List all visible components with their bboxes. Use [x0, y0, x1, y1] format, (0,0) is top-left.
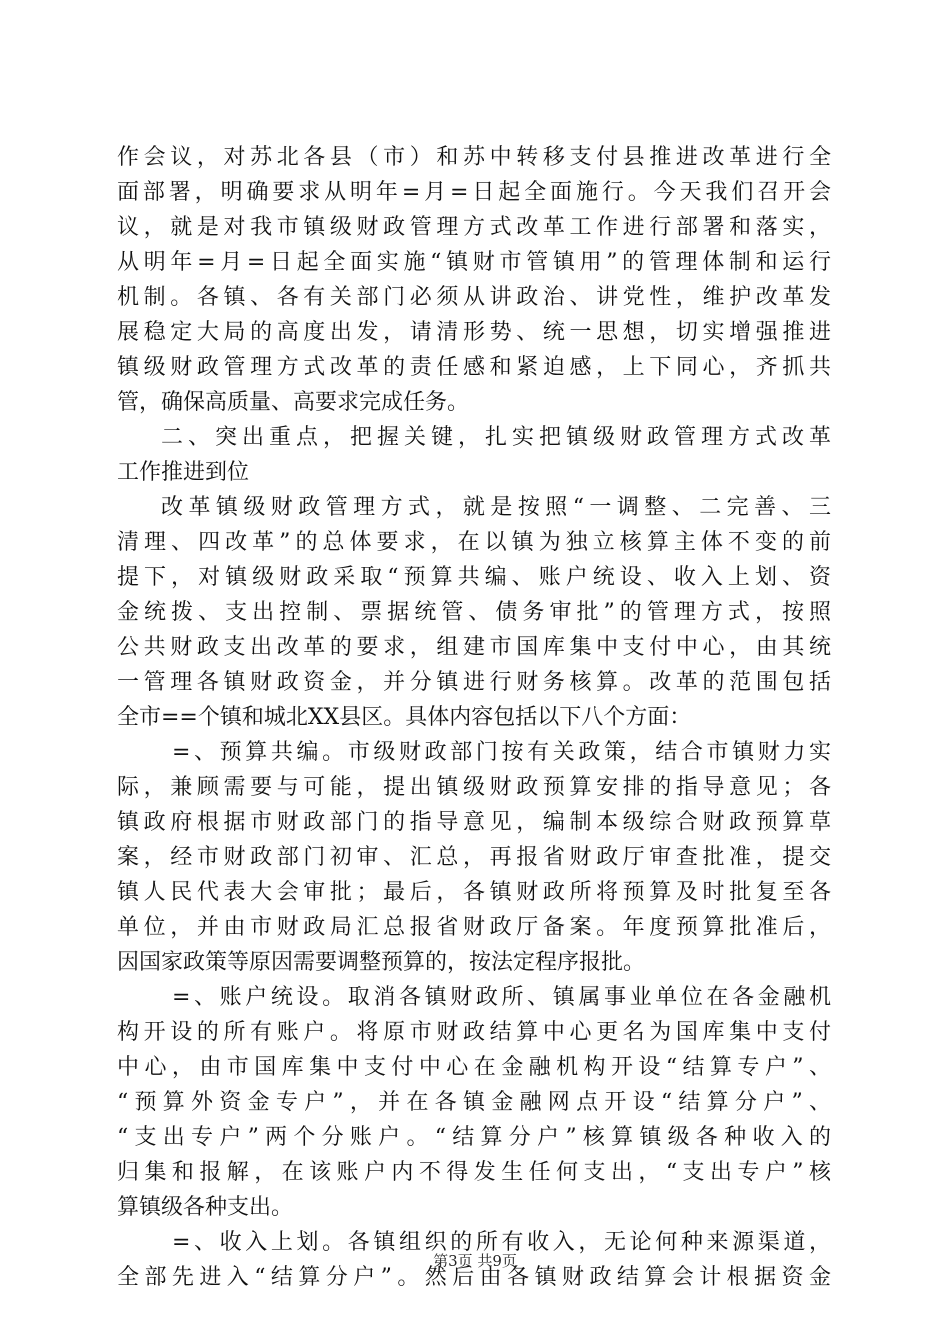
body-line: 镇政府根据市财政部门的指导意见，编制本级综合财政预算草 — [117, 810, 831, 835]
body-line: 清理、四改革”的总体要求，在以镇为独立核算主体不变的前 — [117, 530, 831, 555]
body-line: 公共财政支出改革的要求，组建市国库集中支付中心，由其统 — [117, 635, 831, 660]
section-heading-line: 二、突出重点，把握关键，扎实把镇级财政管理方式改革 — [161, 425, 831, 450]
body-line: =、账户统设。取消各镇财政所、镇属事业单位在各金融机 — [172, 985, 831, 1010]
body-line: 镇级财政管理方式改革的责任感和紧迫感，上下同心，齐抓共 — [117, 355, 831, 380]
body-line: 从明年=月=日起全面实施“镇财市管镇用”的管理体制和运行 — [117, 250, 831, 275]
body-line: 改革镇级财政管理方式，就是按照“一调整、二完善、三 — [161, 495, 831, 520]
page-number-footer: 第3页 共9页 — [433, 1252, 517, 1270]
body-line: 因国家政策等原因需要调整预算的，按法定程序报批。 — [117, 950, 646, 975]
section-heading-line: 工作推进到位 — [117, 460, 250, 485]
body-line: =、预算共编。市级财政部门按有关政策，结合市镇财力实 — [172, 740, 831, 765]
body-line: 镇人民代表大会审批；最后，各镇财政所将预算及时批复至各 — [117, 880, 831, 905]
body-line: 全市==个镇和城北XX县区。具体内容包括以下八个方面： — [117, 705, 692, 730]
body-line: 中心，由市国库集中支付中心在金融机构开设“结算专户”、 — [117, 1055, 831, 1080]
body-line: 构开设的所有账户。将原市财政结算中心更名为国库集中支付 — [117, 1020, 831, 1045]
body-line: 展稳定大局的高度出发，请清形势、统一思想，切实增强推进 — [117, 320, 831, 345]
body-line: 议，就是对我市镇级财政管理方式改革工作进行部署和落实， — [117, 215, 831, 240]
body-line: 提下，对镇级财政采取“预算共编、账户统设、收入上划、资 — [117, 565, 831, 590]
body-line: 一管理各镇财政资金，并分镇进行财务核算。改革的范围包括 — [117, 670, 831, 695]
body-line: 归集和报解，在该账户内不得发生任何支出，“支出专户”核 — [117, 1160, 831, 1185]
body-line: 全部先进入“结算分户”。然后由各镇财政结算会计根据资金 — [117, 1265, 831, 1290]
body-line: 案，经市财政部门初审、汇总，再报省财政厅审查批准，提交 — [117, 845, 831, 870]
body-line: 算镇级各种支出。 — [117, 1195, 294, 1220]
body-line: “预算外资金专户”，并在各镇金融网点开设“结算分户”、 — [117, 1090, 831, 1115]
body-line: 际，兼顾需要与可能，提出镇级财政预算安排的指导意见；各 — [117, 775, 831, 800]
body-line: 作会议，对苏北各县（市）和苏中转移支付县推进改革进行全 — [117, 145, 831, 170]
body-line: 金统拨、支出控制、票据统管、债务审批”的管理方式，按照 — [117, 600, 831, 625]
body-line: 单位，并由市财政局汇总报省财政厅备案。年度预算批准后， — [117, 915, 831, 940]
body-line: “支出专户”两个分账户。“结算分户”核算镇级各种收入的 — [117, 1125, 831, 1150]
document-body — [117, 140, 831, 1295]
body-line: =、收入上划。各镇组织的所有收入，无论何种来源渠道， — [172, 1230, 831, 1255]
body-line: 面部署，明确要求从明年=月=日起全面施行。今天我们召开会 — [117, 180, 831, 205]
body-line: 管，确保高质量、高要求完成任务。 — [117, 390, 470, 415]
body-line: 机制。各镇、各有关部门必须从讲政治、讲党性，维护改革发 — [117, 285, 831, 310]
